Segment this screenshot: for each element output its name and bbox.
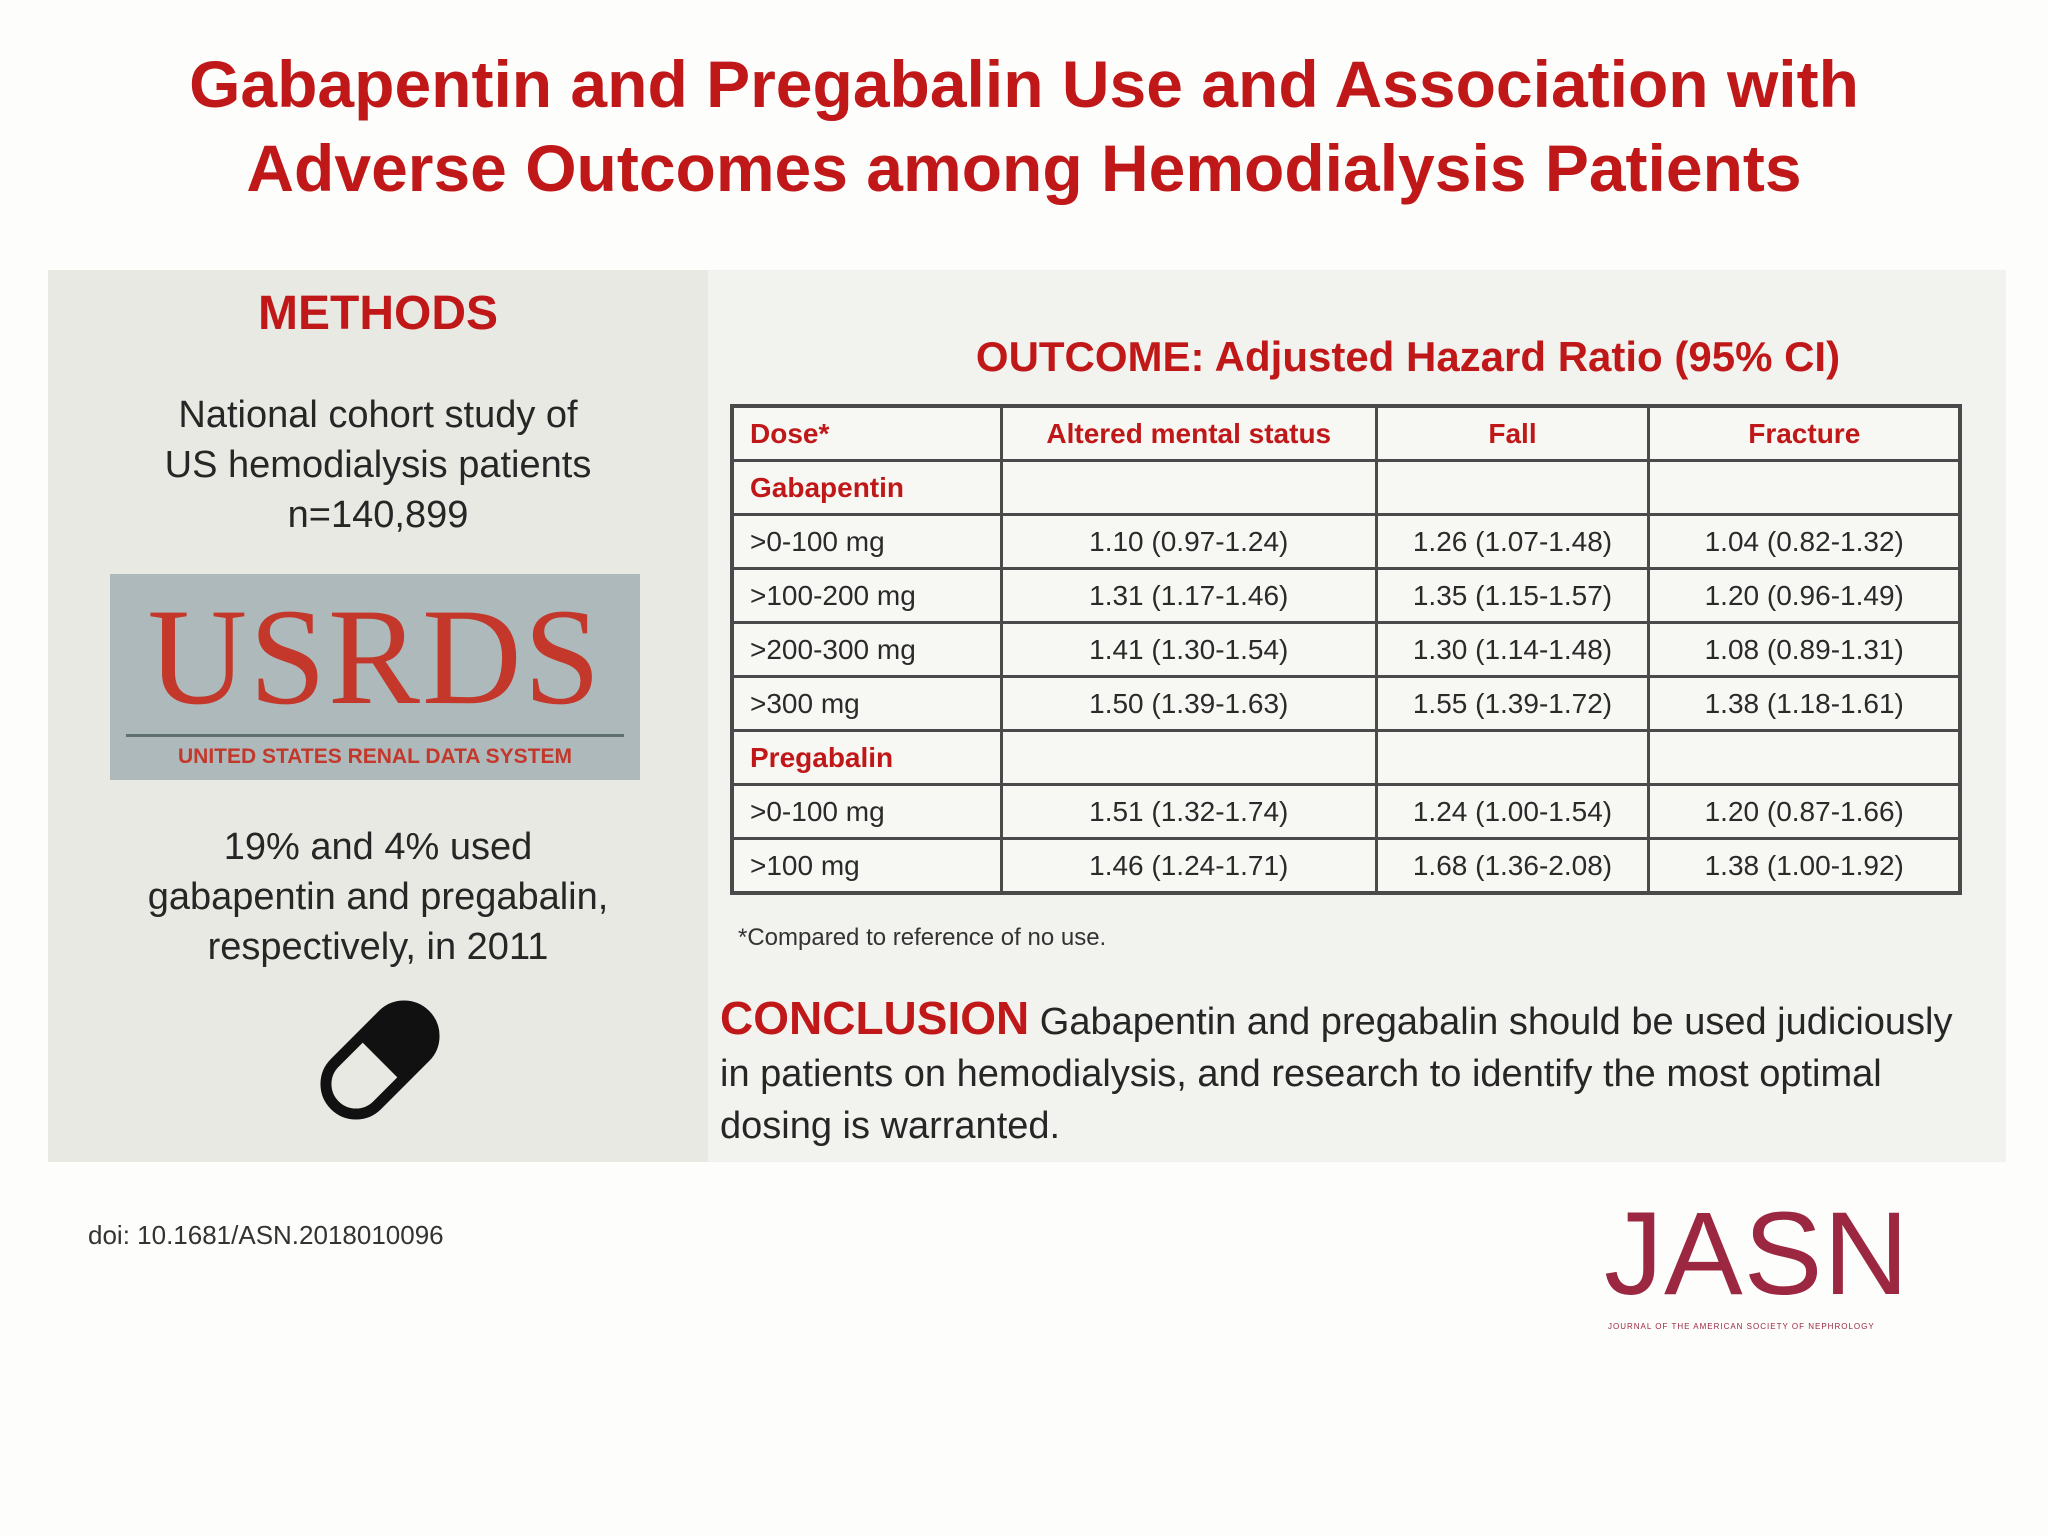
table-header-row <box>732 406 1960 461</box>
table-row <box>732 677 1960 731</box>
usrds-logo-wordmark: USRDS <box>147 580 603 733</box>
conclusion-section <box>720 992 1970 1152</box>
usage-line-1: 19% and 4% used <box>223 826 533 868</box>
page-title <box>0 42 2048 210</box>
fracture-cell: 1.20 (0.87-1.66) <box>1649 785 1960 839</box>
methods-heading: METHODS <box>258 287 498 340</box>
jasn-wordmark: JASN <box>1604 1188 1910 1320</box>
fracture-cell: 1.08 (0.89-1.31) <box>1649 623 1960 677</box>
dose-cell: >0-100 mg <box>732 515 1002 569</box>
outcome-heading: OUTCOME: Adjusted Hazard Ratio (95% CI) <box>975 333 1841 380</box>
ams-cell: 1.50 (1.39-1.63) <box>1002 677 1377 731</box>
jasn-subtitle: JOURNAL OF THE AMERICAN SOCIETY OF NEPHROLOGY <box>1608 1322 1875 1331</box>
fracture-cell: 1.20 (0.96-1.49) <box>1649 569 1960 623</box>
table-row <box>732 623 1960 677</box>
title-line-2: Adverse Outcomes among Hemodialysis Patients <box>246 131 1802 205</box>
table-row <box>732 839 1960 894</box>
usrds-logo-rule <box>126 734 624 737</box>
column-header-fracture: Fracture <box>1649 406 1960 461</box>
fracture-cell: 1.38 (1.18-1.61) <box>1649 677 1960 731</box>
dose-cell: >300 mg <box>732 677 1002 731</box>
fracture-cell: 1.38 (1.00-1.92) <box>1649 839 1960 894</box>
study-line-1: National cohort study of <box>178 394 578 436</box>
dose-cell: >0-100 mg <box>732 785 1002 839</box>
fall-cell: 1.35 (1.15-1.57) <box>1376 569 1649 623</box>
dose-cell: >100-200 mg <box>732 569 1002 623</box>
ams-cell: 1.41 (1.30-1.54) <box>1002 623 1377 677</box>
methods-section <box>48 270 708 1162</box>
ams-cell: 1.10 (0.97-1.24) <box>1002 515 1377 569</box>
table-footnote: *Compared to reference of no use. <box>738 924 1107 951</box>
table-row <box>732 569 1960 623</box>
fall-cell: 1.55 (1.39-1.72) <box>1376 677 1649 731</box>
table-row <box>732 785 1960 839</box>
ams-cell: 1.46 (1.24-1.71) <box>1002 839 1377 894</box>
study-description <box>48 390 708 540</box>
column-header-altered-mental-status: Altered mental status <box>1002 406 1377 461</box>
dose-cell: >100 mg <box>732 839 1002 894</box>
content-panel <box>48 270 2006 1162</box>
usage-description <box>48 822 708 972</box>
usage-line-3: respectively, in 2011 <box>207 926 549 968</box>
conclusion-text: Gabapentin and pregabalin should be used judiciously in patients on hemodialysis, and research to identify the most optimal dosing is warranted. <box>720 1001 1953 1147</box>
study-line-3: n=140,899 <box>287 494 469 536</box>
table-row <box>732 515 1960 569</box>
doi-reference: doi: 10.1681/ASN.2018010096 <box>88 1220 444 1250</box>
pill-capsule-icon <box>310 990 450 1130</box>
column-header-dose: Dose* <box>732 406 1002 461</box>
study-line-2: US hemodialysis patients <box>164 444 592 486</box>
fall-cell: 1.68 (1.36-2.08) <box>1376 839 1649 894</box>
conclusion-label: CONCLUSION <box>720 992 1030 1044</box>
usrds-logo-subtitle: UNITED STATES RENAL DATA SYSTEM <box>178 745 572 768</box>
group-label: Gabapentin <box>732 461 1002 515</box>
ams-cell: 1.51 (1.32-1.74) <box>1002 785 1377 839</box>
fall-cell: 1.24 (1.00-1.54) <box>1376 785 1649 839</box>
fall-cell: 1.26 (1.07-1.48) <box>1376 515 1649 569</box>
fall-cell: 1.30 (1.14-1.48) <box>1376 623 1649 677</box>
jasn-logo <box>1604 1190 1984 1340</box>
usage-line-2: gabapentin and pregabalin, <box>147 876 609 918</box>
usrds-logo <box>110 574 640 780</box>
title-line-1: Gabapentin and Pregabalin Use and Association with <box>189 47 1859 121</box>
hazard-ratio-table <box>730 404 1962 895</box>
group-label: Pregabalin <box>732 731 1002 785</box>
group-row-gabapentin <box>732 461 1960 515</box>
column-header-fall: Fall <box>1376 406 1649 461</box>
ams-cell: 1.31 (1.17-1.46) <box>1002 569 1377 623</box>
fracture-cell: 1.04 (0.82-1.32) <box>1649 515 1960 569</box>
dose-cell: >200-300 mg <box>732 623 1002 677</box>
group-row-pregabalin <box>732 731 1960 785</box>
